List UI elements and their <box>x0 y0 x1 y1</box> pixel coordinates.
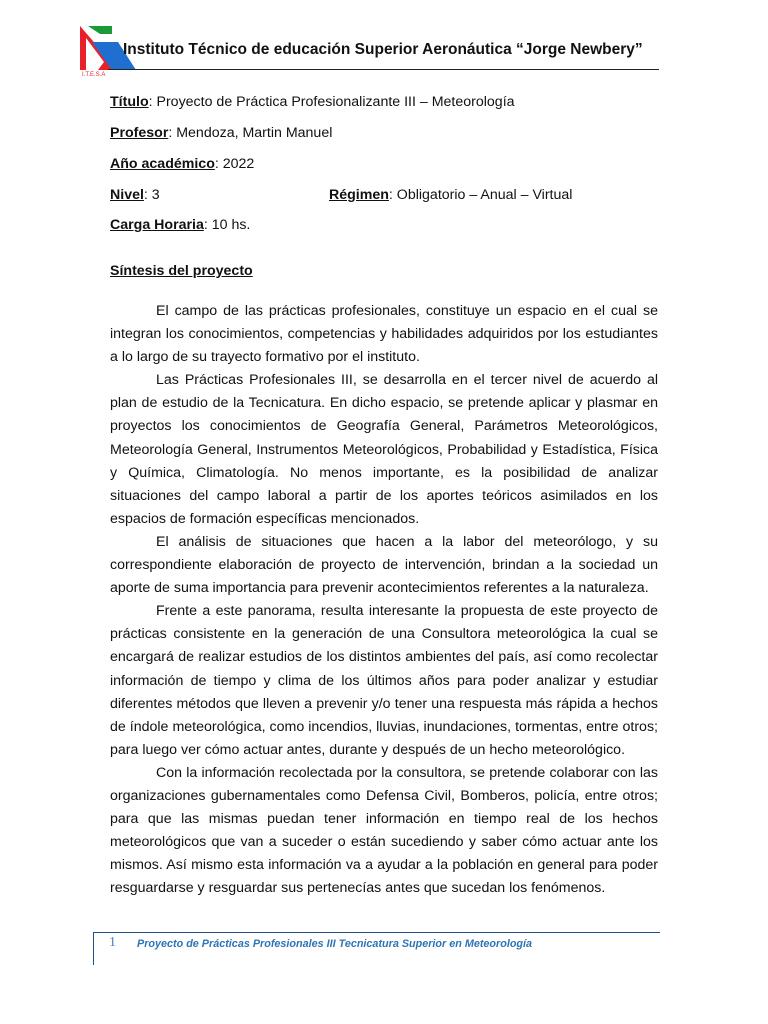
profesor-label: Profesor <box>110 125 169 141</box>
meta-regimen <box>329 187 572 203</box>
section-body <box>110 300 658 900</box>
footer-divider <box>94 932 660 933</box>
titulo-label: Título <box>110 94 149 110</box>
carga-label: Carga Horaria <box>110 217 204 233</box>
anio-label: Año académico <box>110 156 215 172</box>
meta-anio <box>110 156 254 172</box>
paragraph: El análisis de situaciones que hacen a la labor del meteorólogo, y su correspondiente elaboración de proyecto de intervención, brindan a la sociedad un aporte de suma importancia para prevenir acontecimientos referentes a la naturaleza. <box>110 533 658 597</box>
carga-value: : 10 hs. <box>203 217 251 233</box>
profesor-value: : Mendoza, Martin Manuel <box>168 125 333 141</box>
section-heading: Síntesis del proyecto <box>110 263 253 279</box>
institution-title: Instituto Técnico de educación Superior Aeronáutica “Jorge Newbery” <box>123 41 643 58</box>
paragraph: Las Prácticas Profesionales III, se desarrolla en el tercer nivel de acuerdo al plan de estudio de la Tecnicatura. En dicho espacio, se pretende aplicar y plasmar en proyectos los conocimientos de Geografía General, Parámetros Meteorológicos, Meteorología General, Instrumentos Meteorológicos, Probabilidad y Estadística, Física y Química, Climatología. No menos importante, es la posibilidad de analizar situaciones del campo laboral a partir de los aportes teóricos asimilados en los espacios de formación específicas mencionados. <box>110 372 658 527</box>
meta-profesor <box>110 125 332 141</box>
paragraph: El campo de las prácticas profesionales, constituye un espacio en el cual se integran los conocimientos, competencias y habilidades adquiridos por los estudiantes a lo largo de su trayecto formativo por el instituto. <box>110 303 658 366</box>
logo-text: I.T.E.S.A <box>82 72 106 78</box>
paragraph: Con la información recolectada por la consultora, se pretende colaborar con las organizaciones gubernamentales como Defensa Civil, Bomberos, policía, entre otros; para que las mismas puedan tener información en tiempo real de los hechos meteorológicos que van a suceder o están sucediendo y saber cómo actuar ante los mismos. Así mismo esta información va a ayudar a la población en general para poder resguardarse y resguardar sus pertenecías antes que sucedan los fenómenos. <box>110 764 658 897</box>
header-divider <box>108 69 659 70</box>
regimen-value: : Obligatorio – Anual – Virtual <box>388 187 573 203</box>
regimen-label: Régimen <box>329 187 389 203</box>
meta-carga <box>110 217 250 233</box>
paragraph: Frente a este panorama, resulta interesante la propuesta de este proyecto de prácticas consistente en la generación de una Consultora meteorológica la cual se encargará de realizar estudios de los distintos ambientes del país, así como recolectar información de tiempo y clima de los últimos años para poder analizar y estudiar diferentes métodos que lleven a prevenir y/o tener una respuesta más rápida a hechos de índole meteorológica, como incendios, lluvias, inundaciones, tormentas, entre otros; para luego ver cómo actuar antes, durante y después de un hecho meteorológico. <box>110 603 658 758</box>
footer-text: Proyecto de Prácticas Profesionales III Tecnicatura Superior en Meteorología <box>137 938 533 950</box>
titulo-value: : Proyecto de Práctica Profesionalizante III – Meteorología <box>148 94 515 110</box>
nivel-value: : 3 <box>143 187 160 203</box>
footer-vertical-bar <box>93 932 94 965</box>
anio-value: : 2022 <box>214 156 255 172</box>
page-number: 1 <box>109 935 116 950</box>
nivel-label: Nivel <box>110 187 144 203</box>
meta-nivel <box>110 187 160 203</box>
meta-titulo <box>110 94 515 110</box>
